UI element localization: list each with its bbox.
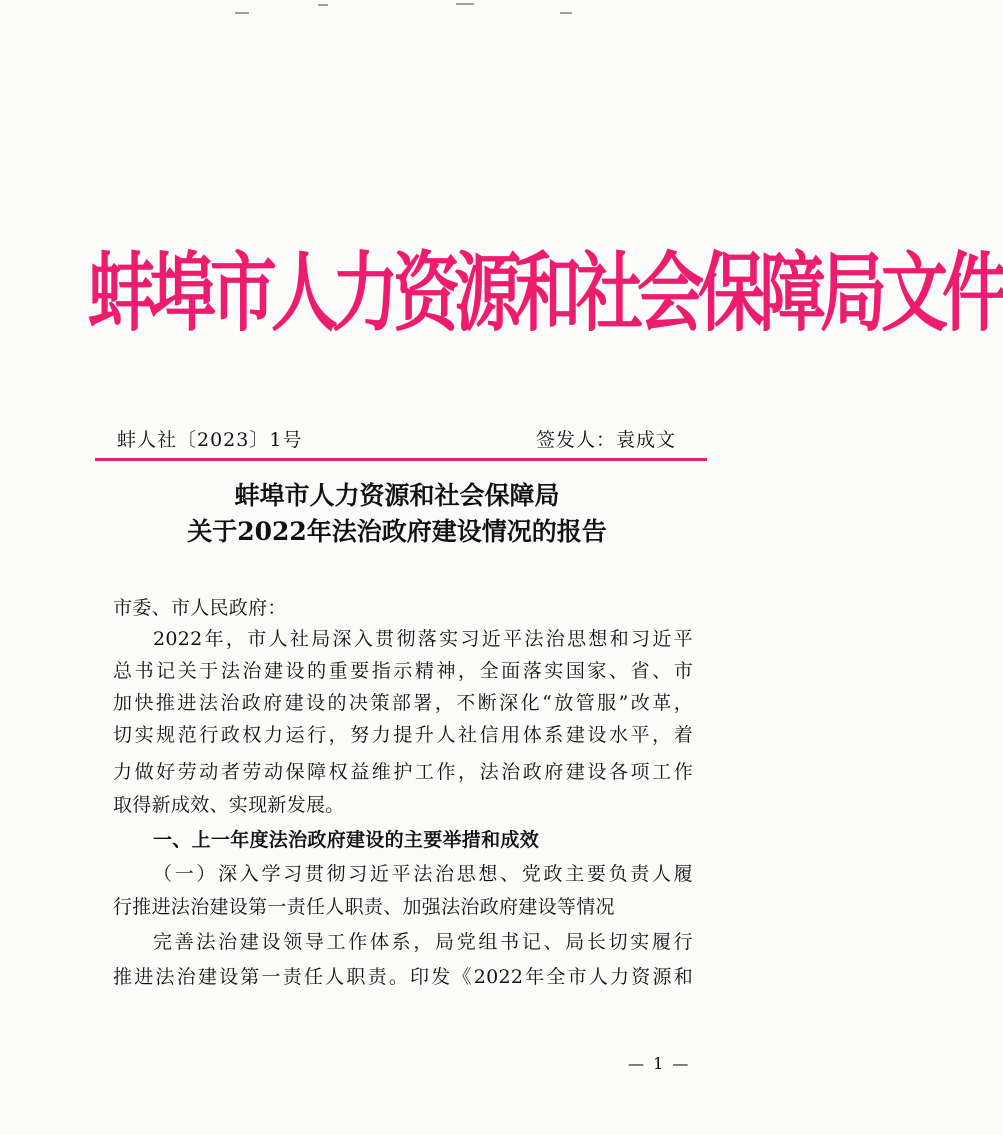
report-title-line-1: 蚌埠市人力资源和社会保障局 — [234, 481, 560, 510]
red-separator-line — [95, 458, 707, 461]
paragraph-line: 推进法治建设第一责任人职责。印发《2022年全市人力资源和 — [113, 966, 693, 988]
report-title-line-2: 关于2022年法治政府建设情况的报告 — [187, 517, 607, 546]
paragraph-line: 2022年，市人社局深入贯彻落实习近平法治思想和习近平 — [153, 628, 693, 650]
page-number: — 1 — — [628, 1054, 691, 1073]
paragraph-line: 力做好劳动者劳动保障权益维护工作，法治政府建设各项工作 — [113, 761, 693, 783]
paragraph-line: 总书记关于法治建设的重要指示精神，全面落实国家、省、市 — [113, 660, 693, 682]
paragraph-line: 完善法治建设领导工作体系，局党组书记、局长切实履行 — [153, 931, 693, 953]
subsection-heading-line: （一）深入学习贯彻习近平法治思想、党政主要负责人履 — [153, 863, 693, 885]
scan-artifact — [235, 12, 249, 14]
paragraph-line: 取得新成效、实现新发展。 — [113, 794, 345, 816]
scan-artifact — [456, 3, 474, 5]
paragraph-line: 切实规范行政权力运行，努力提升人社信用体系建设水平，着 — [113, 724, 693, 746]
paragraph-line: 加快推进法治政府建设的决策部署，不断深化“放管服”改革， — [113, 692, 693, 714]
salutation: 市委、市人民政府： — [113, 597, 287, 619]
subsection-heading-line: 行推进法治建设第一责任人职责、加强法治政府建设等情况 — [113, 896, 615, 918]
document-number: 蚌人社〔2023〕1号 — [117, 429, 303, 451]
issuing-authority-header: 蚌埠市人力资源和社会保障局文件 — [88, 241, 1003, 343]
scan-artifact — [560, 12, 572, 14]
scan-artifact — [318, 4, 328, 6]
section-heading: 一、上一年度法治政府建设的主要举措和成效 — [153, 829, 540, 851]
signer: 签发人：袁成文 — [536, 429, 677, 451]
